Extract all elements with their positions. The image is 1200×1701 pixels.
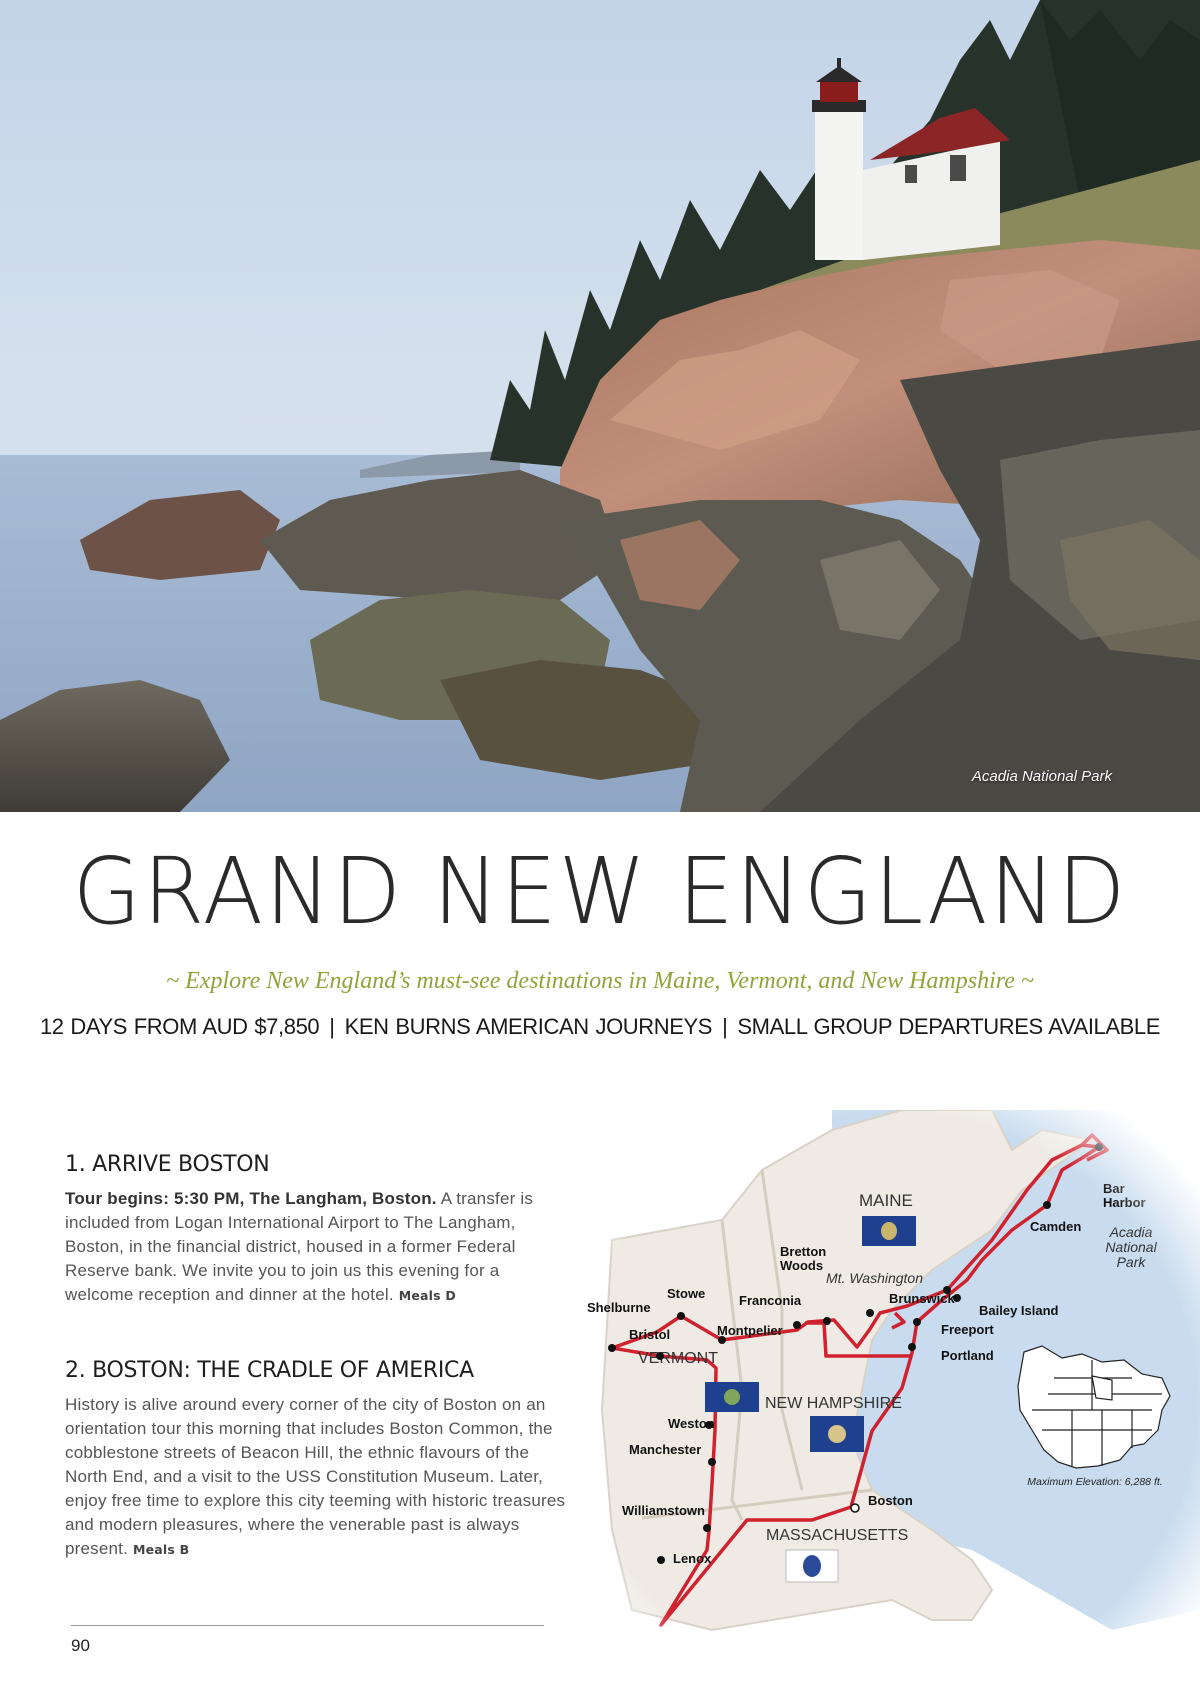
- day-heading: 1. ARRIVE BOSTON: [65, 1152, 270, 1177]
- page-number: 90: [71, 1636, 90, 1655]
- tagline-separator: |: [329, 1014, 335, 1039]
- day-description: [65, 1393, 570, 1562]
- hero-photo: [0, 0, 1200, 812]
- route-map: [572, 1110, 1200, 1696]
- meals-badge: Meals B: [132, 1542, 190, 1557]
- page-subtitle: ~ Explore New England’s must-see destinations in Maine, Vermont, and New Hampshire ~: [166, 968, 1034, 994]
- tagline-duration-price: 12 DAYS FROM AUD $7,850: [39, 1014, 320, 1039]
- day-lead: Tour begins: 5:30 PM, The Langham, Boston.: [65, 1189, 437, 1208]
- day-heading: 2. BOSTON: THE CRADLE OF AMERICA: [65, 1358, 474, 1383]
- page-title: GRAND NEW ENGLAND: [72, 838, 1128, 945]
- day-body: History is alive around every corner of the city of Boston on an orientation tour this morning that includes Boston Common, the cobblestone streets of Beacon Hill, the ethnic flavours of the North End, and a visit to the USS Constitution Museum. Later, enjoy free time to explore this city teeming with historic treasures and modern pleasures, where the venerable past is always present.: [65, 1395, 566, 1558]
- new-england-map: [572, 1110, 1200, 1696]
- tagline-departures: SMALL GROUP DEPARTURES AVAILABLE: [737, 1014, 1161, 1039]
- itinerary-day-2: [65, 1358, 570, 1562]
- footer-divider: [71, 1625, 544, 1626]
- photo-caption: Acadia National Park: [971, 768, 1112, 785]
- lighthouse-coast-image: [0, 0, 1200, 812]
- tagline-separator: |: [722, 1014, 728, 1039]
- day-body: A transfer is included from Logan International Airport to The Langham, Boston, in the financial district, housed in a former Federal Reserve bank. We invite you to join us this evening for a welcome reception and dinner at the hotel.: [65, 1189, 534, 1304]
- tour-tagline: [0, 1014, 1200, 1040]
- tagline-brand: KEN BURNS AMERICAN JOURNEYS: [344, 1014, 713, 1039]
- itinerary-day-1: [65, 1152, 570, 1308]
- meals-badge: Meals D: [398, 1288, 456, 1303]
- day-description: [65, 1187, 570, 1308]
